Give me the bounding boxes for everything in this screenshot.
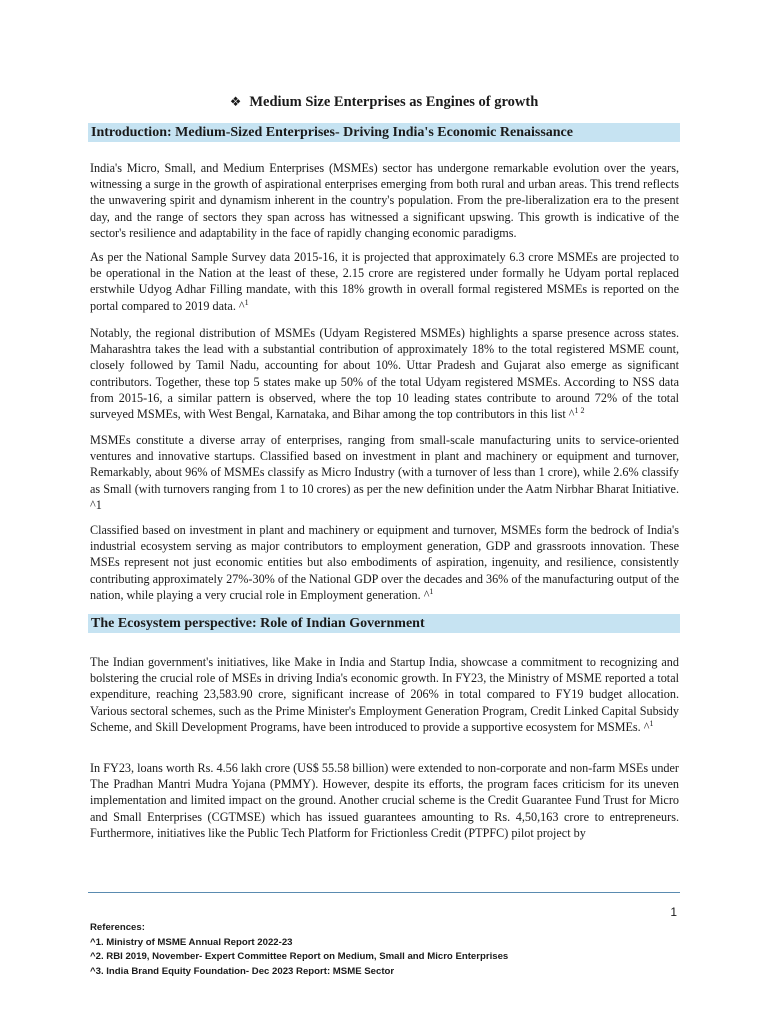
reference-item: ^1. Ministry of MSME Annual Report 2022-23	[90, 936, 293, 948]
intro-paragraph-3: Notably, the regional distribution of MSMEs (Udyam Registered MSMEs) highlights a sparse presence across states. Maharashtra takes the lead with a substantial contribution of approximately 18% to the total registered MSME count, closely followed by Tamil Nadu, accounting for about 10%. Uttar Pradesh and Gujarat also emerge as significant contributors. Together, these top 5 states make up 50% of the total Udyam registered MSMEs. According to NSS data from 2015-16, a similar pattern is observed, where the top 10 leading states contribute to around 72% of the total surveyed MSMEs, with West Bengal, Karnataka, and Bihar among the top contributors in this list ^$^{1 2}$	[90, 326, 679, 422]
reference-item: ^2. RBI 2019, November- Expert Committee Report on Medium, Small and Micro Enterprises	[90, 951, 509, 962]
footnote-ref: 1	[429, 586, 434, 596]
footnote-ref: 1	[649, 718, 654, 728]
reference-item: ^3. India Brand Equity Foundation- Dec 2023 Report: MSME Sector	[90, 965, 395, 977]
document-title-text: Medium Size Enterprises as Engines of growth	[249, 94, 539, 110]
references-block	[90, 921, 690, 979]
intro-paragraph-1: India's Micro, Small, and Medium Enterprises (MSMEs) sector has undergone remarkable evolution over the years, witnessing a surge in the growth of aspirational enterprises emerging from both rural and urban areas. This trend reflects the unwavering spirit and dynamism inherent in the country's population. From the pre-liberalization era to the present day, and the range of sectors they span across has witnessed a significant upswing. This growth is indicative of the sector's resilience and adaptability in the face of rapidly changing economic paradigms.	[90, 161, 679, 240]
section-heading-introduction: Introduction: Medium-Sized Enterprises- Driving India's Economic Renaissance	[88, 123, 680, 142]
ecosystem-paragraph-2: In FY23, loans worth Rs. 4.56 lakh crore (US$ 55.58 billion) were extended to non-corporate and non-farm MSEs under The Pradhan Mantri Mudra Yojana (PMMY). However, despite its efforts, the program faces criticism for its uneven implementation and limited impact on the ground. Another crucial scheme is the Credit Guarantee Fund Trust for Micro and Small Enterprises (CGTMSE) which has issued guarantees amounting to Rs. 4,50,163 crore to entrepreneurs. Furthermore, initiatives like the Public Tech Platform for Frictionless Credit (PTPFC) pilot project by	[90, 761, 679, 840]
footnote-ref: 1 2	[574, 405, 585, 415]
ecosystem-paragraph-1: The Indian government's initiatives, like Make in India and Startup India, showcase a commitment to recognizing and bolstering the crucial role of MSEs in driving India's economic growth. In FY23, the Ministry of MSME reported a total expenditure, reaching 23,583.90 crore, significant increase of 206% in total compared to FY19 budget allocation. Various sectoral schemes, such as the Prime Minister's Employment Generation Program, Credit Linked Capital Subsidy Scheme, and Skill Development Programs, have been introduced to provide a supportive ecosystem for MSMEs. ^$^1$	[90, 655, 679, 734]
diamond-bullet-icon: ❖	[229, 95, 242, 110]
footnote-ref: 1	[244, 297, 249, 307]
intro-paragraph-5: Classified based on investment in plant and machinery or equipment and turnover, MSMEs form the bedrock of India's industrial ecosystem serving as major contributors to employment generation, GDP and grassroots innovation. These MSEs represent not just economic entities but also embodiments of aspiration, ingenuity, and resilience, consistently contributing approximately 27%-30% of the National GDP over the decades and 36% of the manufacturing output of the nation, while playing a very crucial role in Employment generation. ^$^1$	[90, 523, 679, 602]
intro-paragraph-4: MSMEs constitute a diverse array of enterprises, ranging from small-scale manufacturing units to service-oriented ventures and innovative startups. Classified based on investment in plant and machinery or equipment and turnover, Remarkably, about 96% of MSMEs classify as Micro Industry (with a turnover of less than 1 crore), while 2.6% classify as Small (with turnovers ranging from 1 to 10 crores) as per the new definition under the Aatm Nirbhar Bharat Initiative. ^1	[90, 433, 679, 512]
document-title	[0, 92, 768, 113]
footer-divider	[88, 892, 680, 893]
intro-paragraph-2: As per the National Sample Survey data 2015-16, it is projected that approximately 6.3 crore MSMEs are projected to be operational in the Nation at the least of these, 2.15 crore are registered under formally he Udyam portal replaced erstwhile Udyog Adhar Filling mandate, with this 18% growth in overall formal registered MSMEs is reported on the portal compared to 2019 data. ^$^1$	[90, 250, 679, 313]
section-heading-ecosystem: The Ecosystem perspective: Role of Indian Government	[88, 614, 680, 633]
page-number: 1	[670, 905, 677, 919]
references-title: References:	[90, 922, 145, 933]
